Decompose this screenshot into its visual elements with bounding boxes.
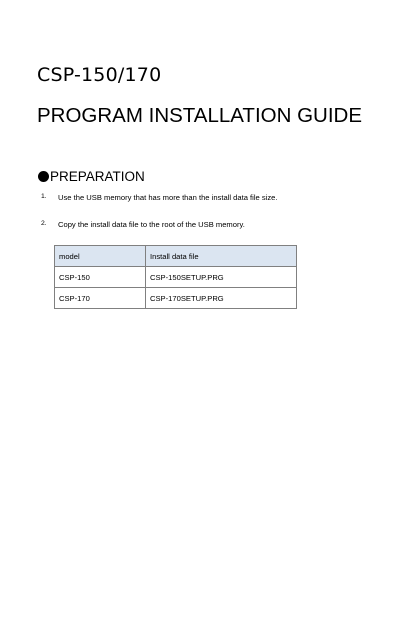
table-cell-model: CSP-150 bbox=[55, 267, 146, 288]
step-item bbox=[41, 193, 277, 202]
table-header-install-file: Install data file bbox=[146, 246, 297, 267]
step-text: Use the USB memory that has more than the install data file size. bbox=[58, 193, 278, 202]
document-title: CSP-150/170 bbox=[37, 64, 162, 86]
table-cell-model: CSP-170 bbox=[55, 288, 146, 309]
table-cell-install-file: CSP-170SETUP.PRG bbox=[146, 288, 297, 309]
table-header-model: model bbox=[55, 246, 146, 267]
step-text: Copy the install data file to the root of the USB memory. bbox=[58, 220, 245, 229]
section-heading bbox=[38, 169, 145, 184]
section-heading-text: PREPARATION bbox=[50, 169, 145, 184]
table-cell-install-file: CSP-150SETUP.PRG bbox=[146, 267, 297, 288]
black-circle-bullet-icon bbox=[38, 171, 49, 182]
table-row bbox=[55, 267, 297, 288]
step-number: 1. bbox=[41, 193, 47, 200]
step-number: 2. bbox=[41, 220, 47, 227]
table-row bbox=[55, 288, 297, 309]
document-subtitle: PROGRAM INSTALLATION GUIDE bbox=[37, 104, 363, 127]
step-item bbox=[41, 220, 245, 229]
install-file-table bbox=[54, 245, 297, 309]
table-header-row bbox=[55, 246, 297, 267]
